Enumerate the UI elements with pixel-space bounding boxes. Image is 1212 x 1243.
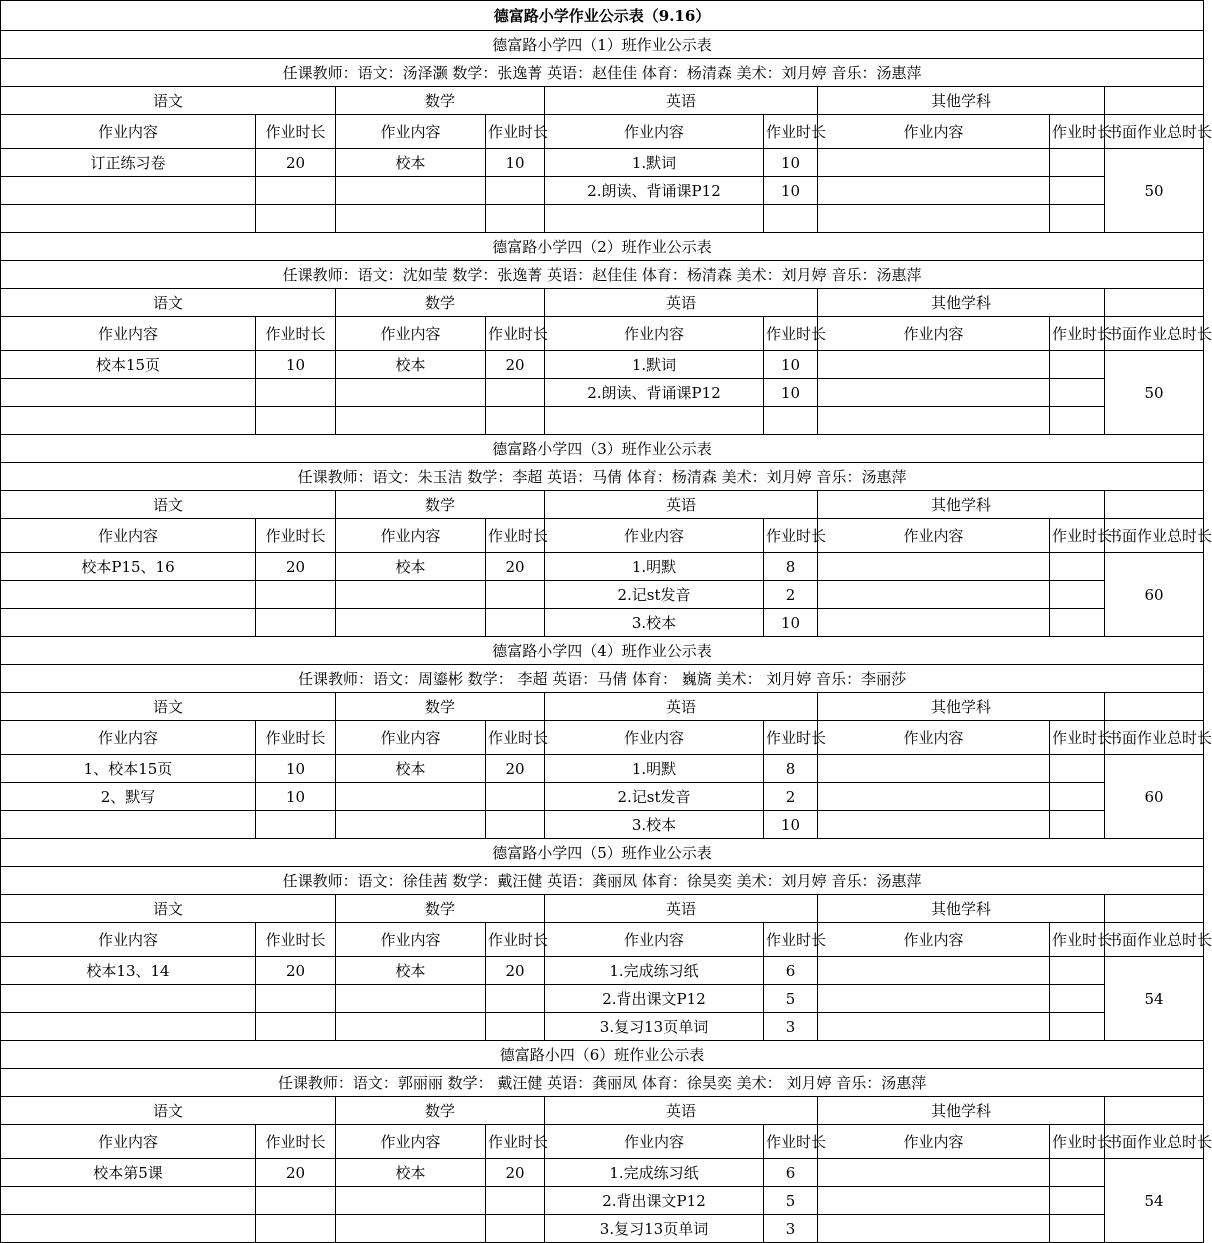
- subject-header-row: [1, 491, 1204, 519]
- math-duration-header: 作业时长: [486, 317, 545, 351]
- class-heading-row: [1, 839, 1204, 867]
- other-duration: [1050, 351, 1105, 379]
- chinese-task: [1, 811, 256, 839]
- subject-header-blank: [1105, 1097, 1204, 1125]
- english-duration: 10: [764, 351, 818, 379]
- other-duration: [1050, 553, 1105, 581]
- other-content-header: 作业内容: [818, 519, 1050, 553]
- total-duration: 60: [1105, 553, 1204, 637]
- math-duration-header: 作业时长: [486, 1125, 545, 1159]
- chinese-duration: [256, 205, 336, 233]
- table-row: [1, 609, 1204, 637]
- chinese-duration: [256, 985, 336, 1013]
- english-duration: [764, 407, 818, 435]
- total-duration: 50: [1105, 149, 1204, 233]
- chinese-duration: 20: [256, 957, 336, 985]
- chinese-duration: [256, 1187, 336, 1215]
- english-content-header: 作业内容: [545, 721, 764, 755]
- math-content-header: 作业内容: [336, 115, 486, 149]
- english-duration: 10: [764, 609, 818, 637]
- chinese-duration: [256, 407, 336, 435]
- total-duration-header: 书面作业总时长: [1105, 317, 1204, 351]
- math-duration: [486, 1013, 545, 1041]
- other-duration-header: 作业时长: [1050, 721, 1105, 755]
- english-duration: 5: [764, 985, 818, 1013]
- other-duration: [1050, 1187, 1105, 1215]
- chinese-task: 订正练习卷: [1, 149, 256, 177]
- subject-english: 英语: [545, 289, 818, 317]
- other-task: [818, 957, 1050, 985]
- table-row: [1, 755, 1204, 783]
- chinese-task: [1, 205, 256, 233]
- other-duration: [1050, 149, 1105, 177]
- chinese-duration: [256, 609, 336, 637]
- english-duration-header: 作业时长: [764, 721, 818, 755]
- subject-header-blank: [1105, 87, 1204, 115]
- other-task: [818, 609, 1050, 637]
- english-task: 2.背出课文P12: [545, 1187, 764, 1215]
- math-task: 校本: [336, 755, 486, 783]
- subject-header-row: [1, 1097, 1204, 1125]
- english-task: 1.明默: [545, 755, 764, 783]
- math-task: 校本: [336, 149, 486, 177]
- math-duration: [486, 205, 545, 233]
- subject-math: 数学: [336, 491, 545, 519]
- other-task: [818, 149, 1050, 177]
- english-task: 1.明默: [545, 553, 764, 581]
- subject-math: 数学: [336, 693, 545, 721]
- chinese-duration: [256, 581, 336, 609]
- chinese-task: [1, 379, 256, 407]
- teachers-row: [1, 1069, 1204, 1097]
- teachers-row: [1, 463, 1204, 491]
- chinese-duration-header: 作业时长: [256, 1125, 336, 1159]
- subject-chinese: 语文: [1, 895, 336, 923]
- table-row: [1, 205, 1204, 233]
- table-row: [1, 379, 1204, 407]
- teachers-line: 任课教师：语文：沈如莹 数学：张逸菁 英语：赵佳佳 体育：杨清森 美术：刘月婷 音乐：汤惠萍: [1, 261, 1204, 289]
- total-duration-header: 书面作业总时长: [1105, 519, 1204, 553]
- teachers-row: [1, 665, 1204, 693]
- math-duration: [486, 609, 545, 637]
- math-duration: [486, 811, 545, 839]
- math-task: [336, 581, 486, 609]
- teachers-line: 任课教师：语文：汤泽灏 数学：张逸菁 英语：赵佳佳 体育：杨清森 美术：刘月婷 音乐：汤惠萍: [1, 59, 1204, 87]
- subject-other: 其他学科: [818, 895, 1105, 923]
- other-task: [818, 379, 1050, 407]
- chinese-content-header: 作业内容: [1, 923, 256, 957]
- chinese-task: 2、默写: [1, 783, 256, 811]
- subject-other: 其他学科: [818, 87, 1105, 115]
- teachers-line: 任课教师：语文：朱玉洁 数学：李超 英语：马倩 体育：杨清森 美术：刘月婷 音乐：汤惠萍: [1, 463, 1204, 491]
- math-content-header: 作业内容: [336, 1125, 486, 1159]
- subject-math: 数学: [336, 289, 545, 317]
- total-duration: 54: [1105, 1159, 1204, 1243]
- total-duration: 60: [1105, 755, 1204, 839]
- chinese-duration: 10: [256, 351, 336, 379]
- math-duration: 20: [486, 1159, 545, 1187]
- chinese-task: [1, 609, 256, 637]
- english-duration: 8: [764, 553, 818, 581]
- other-duration: [1050, 1215, 1105, 1243]
- subject-chinese: 语文: [1, 693, 336, 721]
- teachers-line: 任课教师：语文：郭丽丽 数学： 戴汪健 英语：龚丽凤 体育：徐昊奕 美术： 刘月婷 音乐：汤惠萍: [1, 1069, 1204, 1097]
- chinese-task: [1, 1013, 256, 1041]
- subject-other: 其他学科: [818, 289, 1105, 317]
- english-task: 2.背出课文P12: [545, 985, 764, 1013]
- other-task: [818, 581, 1050, 609]
- subject-header-row: [1, 693, 1204, 721]
- subject-math: 数学: [336, 895, 545, 923]
- sheet-title: 德富路小学作业公示表（9.16）: [1, 1, 1204, 31]
- english-task: [545, 205, 764, 233]
- chinese-duration: [256, 1215, 336, 1243]
- english-content-header: 作业内容: [545, 115, 764, 149]
- math-duration: 20: [486, 755, 545, 783]
- other-duration: [1050, 957, 1105, 985]
- other-duration-header: 作业时长: [1050, 115, 1105, 149]
- math-task: [336, 1187, 486, 1215]
- chinese-duration-header: 作业时长: [256, 923, 336, 957]
- other-task: [818, 553, 1050, 581]
- math-duration: 10: [486, 149, 545, 177]
- chinese-duration: 10: [256, 783, 336, 811]
- other-content-header: 作业内容: [818, 923, 1050, 957]
- math-task: [336, 205, 486, 233]
- english-task: 3.复习13页单词: [545, 1215, 764, 1243]
- english-task: 1.完成练习纸: [545, 957, 764, 985]
- english-task: 3.校本: [545, 609, 764, 637]
- column-header-row: [1, 721, 1204, 755]
- subject-other: 其他学科: [818, 693, 1105, 721]
- math-duration: [486, 783, 545, 811]
- english-task: 2.记st发音: [545, 783, 764, 811]
- math-duration-header: 作业时长: [486, 115, 545, 149]
- other-task: [818, 177, 1050, 205]
- math-content-header: 作业内容: [336, 721, 486, 755]
- table-row: [1, 553, 1204, 581]
- subject-english: 英语: [545, 895, 818, 923]
- other-task: [818, 1159, 1050, 1187]
- subject-english: 英语: [545, 87, 818, 115]
- other-duration: [1050, 1159, 1105, 1187]
- english-content-header: 作业内容: [545, 317, 764, 351]
- math-duration: 20: [486, 957, 545, 985]
- table-row: [1, 957, 1204, 985]
- subject-chinese: 语文: [1, 289, 336, 317]
- english-duration: 10: [764, 149, 818, 177]
- table-row: [1, 351, 1204, 379]
- english-duration: 2: [764, 581, 818, 609]
- chinese-task: [1, 1187, 256, 1215]
- english-task: 2.朗读、背诵课P12: [545, 379, 764, 407]
- english-duration: 10: [764, 811, 818, 839]
- other-duration: [1050, 755, 1105, 783]
- math-duration: 20: [486, 553, 545, 581]
- chinese-task: [1, 581, 256, 609]
- math-task: 校本: [336, 1159, 486, 1187]
- english-duration: 8: [764, 755, 818, 783]
- subject-chinese: 语文: [1, 87, 336, 115]
- chinese-duration-header: 作业时长: [256, 721, 336, 755]
- other-task: [818, 1187, 1050, 1215]
- math-duration: 20: [486, 351, 545, 379]
- subject-math: 数学: [336, 87, 545, 115]
- english-duration: 6: [764, 1159, 818, 1187]
- other-duration: [1050, 1013, 1105, 1041]
- table-row: [1, 1215, 1204, 1243]
- chinese-duration-header: 作业时长: [256, 115, 336, 149]
- subject-chinese: 语文: [1, 1097, 336, 1125]
- table-row: [1, 581, 1204, 609]
- other-task: [818, 1215, 1050, 1243]
- math-task: [336, 177, 486, 205]
- chinese-duration-header: 作业时长: [256, 317, 336, 351]
- math-duration: [486, 1187, 545, 1215]
- math-task: [336, 1215, 486, 1243]
- math-duration-header: 作业时长: [486, 721, 545, 755]
- subject-header-blank: [1105, 895, 1204, 923]
- table-row: [1, 149, 1204, 177]
- table-row: [1, 811, 1204, 839]
- total-duration-header: 书面作业总时长: [1105, 115, 1204, 149]
- class-heading-row: [1, 435, 1204, 463]
- other-duration-header: 作业时长: [1050, 923, 1105, 957]
- subject-other: 其他学科: [818, 1097, 1105, 1125]
- column-header-row: [1, 1125, 1204, 1159]
- english-duration: [764, 205, 818, 233]
- chinese-task: 校本13、14: [1, 957, 256, 985]
- table-row: [1, 177, 1204, 205]
- chinese-duration: 20: [256, 1159, 336, 1187]
- english-duration: 10: [764, 379, 818, 407]
- table-row: [1, 985, 1204, 1013]
- math-task: [336, 783, 486, 811]
- chinese-duration: 20: [256, 553, 336, 581]
- total-duration: 54: [1105, 957, 1204, 1041]
- math-task: 校本: [336, 957, 486, 985]
- english-duration-header: 作业时长: [764, 317, 818, 351]
- other-content-header: 作业内容: [818, 1125, 1050, 1159]
- subject-header-row: [1, 87, 1204, 115]
- table-row: [1, 1187, 1204, 1215]
- table-row: [1, 1013, 1204, 1041]
- english-content-header: 作业内容: [545, 1125, 764, 1159]
- english-task: 2.记st发音: [545, 581, 764, 609]
- table-row: [1, 407, 1204, 435]
- table-row: [1, 783, 1204, 811]
- other-duration: [1050, 379, 1105, 407]
- english-content-header: 作业内容: [545, 519, 764, 553]
- class-heading: 德富路小学四（2）班作业公示表: [1, 233, 1204, 261]
- chinese-duration: 20: [256, 149, 336, 177]
- other-duration: [1050, 811, 1105, 839]
- english-duration-header: 作业时长: [764, 519, 818, 553]
- table-row: [1, 1159, 1204, 1187]
- subject-chinese: 语文: [1, 491, 336, 519]
- chinese-task: [1, 177, 256, 205]
- chinese-content-header: 作业内容: [1, 721, 256, 755]
- english-content-header: 作业内容: [545, 923, 764, 957]
- other-content-header: 作业内容: [818, 317, 1050, 351]
- column-header-row: [1, 519, 1204, 553]
- subject-header-row: [1, 289, 1204, 317]
- teachers-line: 任课教师：语文：周鎏彬 数学： 李超 英语：马倩 体育： 巍旖 美术： 刘月婷 音乐：李丽莎: [1, 665, 1204, 693]
- column-header-row: [1, 115, 1204, 149]
- other-task: [818, 1013, 1050, 1041]
- other-task: [818, 783, 1050, 811]
- class-heading-row: [1, 1041, 1204, 1069]
- english-duration: 6: [764, 957, 818, 985]
- chinese-content-header: 作业内容: [1, 1125, 256, 1159]
- class-heading-row: [1, 637, 1204, 665]
- other-content-header: 作业内容: [818, 115, 1050, 149]
- chinese-duration: [256, 177, 336, 205]
- total-duration-header: 书面作业总时长: [1105, 923, 1204, 957]
- other-content-header: 作业内容: [818, 721, 1050, 755]
- english-duration-header: 作业时长: [764, 923, 818, 957]
- other-task: [818, 351, 1050, 379]
- chinese-task: 校本15页: [1, 351, 256, 379]
- class-heading: 德富路小学四（5）班作业公示表: [1, 839, 1204, 867]
- class-heading: 德富路小学四（4）班作业公示表: [1, 637, 1204, 665]
- total-duration-header: 书面作业总时长: [1105, 1125, 1204, 1159]
- math-task: [336, 1013, 486, 1041]
- subject-other: 其他学科: [818, 491, 1105, 519]
- class-heading: 德富路小四（6）班作业公示表: [1, 1041, 1204, 1069]
- teachers-row: [1, 261, 1204, 289]
- class-heading: 德富路小学四（1）班作业公示表: [1, 31, 1204, 59]
- english-task: 3.校本: [545, 811, 764, 839]
- teachers-row: [1, 59, 1204, 87]
- other-task: [818, 755, 1050, 783]
- math-duration-header: 作业时长: [486, 519, 545, 553]
- math-duration: [486, 581, 545, 609]
- other-task: [818, 985, 1050, 1013]
- chinese-duration: [256, 379, 336, 407]
- english-task: 3.复习13页单词: [545, 1013, 764, 1041]
- chinese-task: [1, 1215, 256, 1243]
- math-task: [336, 811, 486, 839]
- chinese-content-header: 作业内容: [1, 519, 256, 553]
- teachers-row: [1, 867, 1204, 895]
- chinese-task: 校本第5课: [1, 1159, 256, 1187]
- other-duration: [1050, 985, 1105, 1013]
- english-duration-header: 作业时长: [764, 1125, 818, 1159]
- other-task: [818, 811, 1050, 839]
- other-duration: [1050, 177, 1105, 205]
- chinese-task: [1, 407, 256, 435]
- math-task: [336, 379, 486, 407]
- english-duration: 3: [764, 1215, 818, 1243]
- subject-english: 英语: [545, 693, 818, 721]
- class-heading-row: [1, 233, 1204, 261]
- other-duration-header: 作业时长: [1050, 1125, 1105, 1159]
- chinese-task: 校本P15、16: [1, 553, 256, 581]
- other-duration: [1050, 581, 1105, 609]
- math-duration: [486, 379, 545, 407]
- math-content-header: 作业内容: [336, 317, 486, 351]
- class-heading-row: [1, 31, 1204, 59]
- column-header-row: [1, 317, 1204, 351]
- other-duration-header: 作业时长: [1050, 317, 1105, 351]
- math-task: 校本: [336, 351, 486, 379]
- english-task: 1.完成练习纸: [545, 1159, 764, 1187]
- english-duration: 5: [764, 1187, 818, 1215]
- english-duration: 10: [764, 177, 818, 205]
- chinese-content-header: 作业内容: [1, 115, 256, 149]
- other-duration-header: 作业时长: [1050, 519, 1105, 553]
- subject-english: 英语: [545, 1097, 818, 1125]
- subject-math: 数学: [336, 1097, 545, 1125]
- chinese-task: [1, 985, 256, 1013]
- math-duration: [486, 985, 545, 1013]
- chinese-duration-header: 作业时长: [256, 519, 336, 553]
- math-content-header: 作业内容: [336, 519, 486, 553]
- math-content-header: 作业内容: [336, 923, 486, 957]
- total-duration: 50: [1105, 351, 1204, 435]
- subject-header-blank: [1105, 289, 1204, 317]
- english-duration: 3: [764, 1013, 818, 1041]
- math-duration: [486, 407, 545, 435]
- chinese-content-header: 作业内容: [1, 317, 256, 351]
- subject-header-blank: [1105, 693, 1204, 721]
- total-duration-header: 书面作业总时长: [1105, 721, 1204, 755]
- math-task: 校本: [336, 553, 486, 581]
- math-duration-header: 作业时长: [486, 923, 545, 957]
- math-task: [336, 985, 486, 1013]
- english-task: 1.默词: [545, 351, 764, 379]
- class-heading: 德富路小学四（3）班作业公示表: [1, 435, 1204, 463]
- subject-header-blank: [1105, 491, 1204, 519]
- chinese-duration: [256, 1013, 336, 1041]
- column-header-row: [1, 923, 1204, 957]
- english-task: 1.默词: [545, 149, 764, 177]
- chinese-task: 1、校本15页: [1, 755, 256, 783]
- other-duration: [1050, 205, 1105, 233]
- other-duration: [1050, 407, 1105, 435]
- math-task: [336, 609, 486, 637]
- english-duration-header: 作业时长: [764, 115, 818, 149]
- subject-english: 英语: [545, 491, 818, 519]
- other-task: [818, 407, 1050, 435]
- other-duration: [1050, 609, 1105, 637]
- other-task: [818, 205, 1050, 233]
- subject-header-row: [1, 895, 1204, 923]
- other-duration: [1050, 783, 1105, 811]
- chinese-duration: 10: [256, 755, 336, 783]
- math-duration: [486, 177, 545, 205]
- english-task: [545, 407, 764, 435]
- english-duration: 2: [764, 783, 818, 811]
- teachers-line: 任课教师：语文：徐佳茜 数学：戴汪健 英语：龚丽凤 体育：徐昊奕 美术：刘月婷 音乐：汤惠萍: [1, 867, 1204, 895]
- math-duration: [486, 1215, 545, 1243]
- english-task: 2.朗读、背诵课P12: [545, 177, 764, 205]
- chinese-duration: [256, 811, 336, 839]
- math-task: [336, 407, 486, 435]
